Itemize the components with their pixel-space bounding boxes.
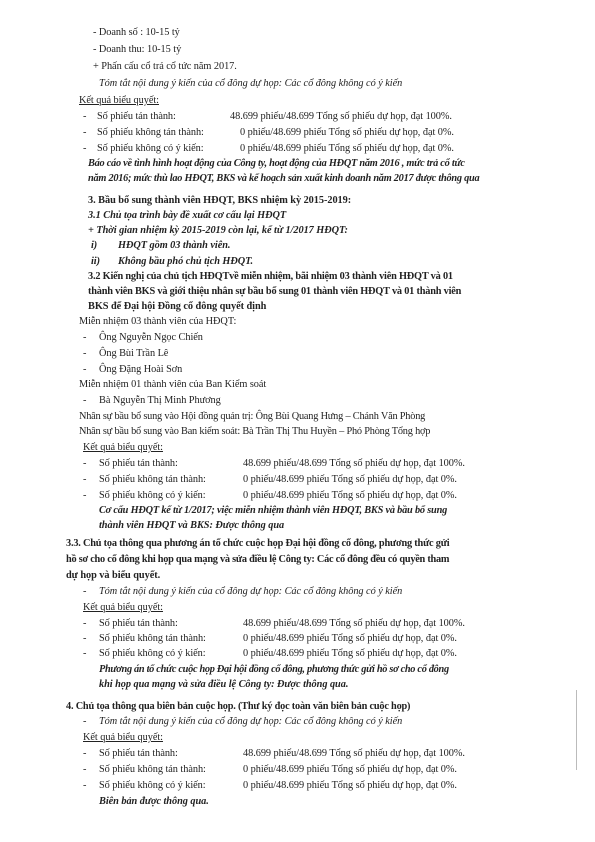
income-target-line: - Doanh thu: 10-15 tỷ xyxy=(93,44,182,55)
conclusion-line: Báo cáo về tình hình hoạt động của Công ty, hoạt động của HĐQT năm 2016 , mức trả cổ tức xyxy=(88,158,465,169)
vote-reject-value: 0 phiếu/48.699 phiếu Tổng số phiếu dự họp, đạt 0%. xyxy=(243,633,457,644)
item-number: ii) xyxy=(91,256,101,267)
opinion-summary: Tóm tắt nội dung ý kiến của cổ đông dự họp: Các cổ đông không có ý kiến xyxy=(99,78,403,89)
scan-edge-line xyxy=(576,690,577,770)
vote-reject-label: Số phiếu không tán thành: xyxy=(97,127,204,138)
vote-approve-value: 48.699 phiếu/48.699 Tổng số phiếu dự họp, đạt 100%. xyxy=(243,618,465,629)
vote-approve-value: 48.699 phiếu/48.699 Tổng số phiếu dự họp, đạt 100%. xyxy=(243,458,465,469)
dismissal-supervisory-heading: Miễn nhiệm 01 thành viên của Ban Kiểm soát xyxy=(79,379,267,390)
vote-abstain-label: Số phiếu không có ý kiến: xyxy=(99,780,206,791)
vote-abstain-value: 0 phiếu/48.699 phiếu Tổng số phiếu dự họp, đạt 0%. xyxy=(243,780,457,791)
bullet-dash: - xyxy=(83,395,87,406)
section-3-1-title: 3.1 Chủ tọa trình bày đề xuất cơ cấu lại HĐQT xyxy=(88,210,287,221)
bullet-dash: - xyxy=(83,586,87,597)
section-3-3-line: hồ sơ cho cổ đông khi họp qua mạng và sửa điều lệ Công ty: Các cổ đông đều có quyền tham xyxy=(66,554,450,565)
section-3-3-line: 3.3. Chủ tọa thông qua phương án tổ chức cuộc họp Đại hội đồng cổ đông, phương thức gửi xyxy=(66,538,450,549)
bullet-dash: - xyxy=(83,780,87,791)
vote-reject-label: Số phiếu không tán thành: xyxy=(99,474,206,485)
vote-reject-value: 0 phiếu/48.699 phiếu Tổng số phiếu dự họp, đạt 0%. xyxy=(240,127,454,138)
vote-abstain-value: 0 phiếu/48.699 phiếu Tổng số phiếu dự họp, đạt 0%. xyxy=(243,490,457,501)
conclusion-line: khi họp qua mạng và sửa điều lệ Công ty: Được thông qua. xyxy=(99,679,349,690)
vote-result-title: Kết quả biểu quyết: xyxy=(83,442,163,453)
person-name: Ông Đặng Hoài Sơn xyxy=(99,364,183,375)
nominee-board-line: Nhân sự bầu bổ sung vào Hội đồng quản trị: Ông Bùi Quang Hưng – Chánh Văn Phòng xyxy=(79,411,426,422)
conclusion-line: Phương án tổ chức cuộc họp Đại hội đồng cổ đông, phương thức gửi hồ sơ cho cổ đông xyxy=(99,664,449,675)
person-name: Ông Bùi Trần Lê xyxy=(99,348,169,359)
opinion-summary: Tóm tắt nội dung ý kiến của cổ đông dự họp: Các cổ đông không có ý kiến xyxy=(99,586,403,597)
vote-abstain-label: Số phiếu không có ý kiến: xyxy=(97,143,204,154)
bullet-dash: - xyxy=(83,716,87,727)
item-number: i) xyxy=(91,240,98,251)
section-3-2-line: thành viên BKS và giới thiệu nhân sự bầu bổ sung 01 thành viên HĐQT và 01 thành viên xyxy=(88,286,462,297)
bullet-dash: - xyxy=(83,633,87,644)
vote-approve-label: Số phiếu tán thành: xyxy=(99,458,178,469)
bullet-dash: - xyxy=(83,348,87,359)
bullet-dash: - xyxy=(83,748,87,759)
vote-reject-value: 0 phiếu/48.699 phiếu Tổng số phiếu dự họp, đạt 0%. xyxy=(243,764,457,775)
vote-approve-label: Số phiếu tán thành: xyxy=(99,618,178,629)
opinion-summary: Tóm tắt nội dung ý kiến của cổ đông dự họp: Các cổ đông không có ý kiến xyxy=(99,716,403,727)
vote-approve-label: Số phiếu tán thành: xyxy=(97,111,176,122)
section-3-2-line: BKS để Đại hội Đồng cổ đông quyết định xyxy=(88,301,267,312)
dividend-line: + Phấn cấu cổ trả cổ tức năm 2017. xyxy=(93,61,237,72)
section-3-3-line: dự họp và biểu quyết. xyxy=(66,570,161,581)
vote-abstain-label: Số phiếu không có ý kiến: xyxy=(99,490,206,501)
bullet-dash: - xyxy=(83,764,87,775)
term-line: + Thời gian nhiệm kỳ 2015-2019 còn lại, kể từ 1/2017 HĐQT: xyxy=(88,225,348,236)
no-vice-chair-item: Không bầu phó chủ tịch HĐQT. xyxy=(118,256,253,267)
person-name: Ông Nguyễn Ngọc Chiến xyxy=(99,332,203,343)
bullet-dash: - xyxy=(83,648,87,659)
nominee-supervisory-line: Nhân sự bầu bổ sung vào Ban kiểm soát: Bà Trần Thị Thu Huyền – Phó Phòng Tổng hợp xyxy=(79,426,431,437)
conclusion-line: thành viên HĐQT và BKS: Được thông qua xyxy=(99,520,285,531)
person-name: Bà Nguyễn Thị Minh Phương xyxy=(99,395,221,406)
revenue-target-line: - Doanh số : 10-15 tỷ xyxy=(93,27,180,38)
vote-reject-label: Số phiếu không tán thành: xyxy=(99,633,206,644)
bullet-dash: - xyxy=(83,474,87,485)
bullet-dash: - xyxy=(83,143,87,154)
section-3-2-line: 3.2 Kiến nghị của chủ tịch HĐQTvề miễn nhiệm, bãi nhiệm 03 thành viên HĐQT và 01 xyxy=(88,271,453,282)
vote-approve-value: 48.699 phiếu/48.699 Tổng số phiếu dự họp, đạt 100%. xyxy=(243,748,465,759)
vote-abstain-value: 0 phiếu/48.699 phiếu Tổng số phiếu dự họp, đạt 0%. xyxy=(240,143,454,154)
vote-result-title: Kết quả biểu quyết: xyxy=(83,602,163,613)
board-members-item: HĐQT gồm 03 thành viên. xyxy=(118,240,231,251)
vote-reject-value: 0 phiếu/48.699 phiếu Tổng số phiếu dự họp, đạt 0%. xyxy=(243,474,457,485)
vote-abstain-label: Số phiếu không có ý kiến: xyxy=(99,648,206,659)
section-4-title: 4. Chủ tọa thông qua biên bản cuộc họp. (Thư ký đọc toàn văn biên bản cuộc họp) xyxy=(66,701,411,712)
bullet-dash: - xyxy=(83,364,87,375)
section-3-title: 3. Bầu bổ sung thành viên HĐQT, BKS nhiệm kỳ 2015-2019: xyxy=(88,195,352,206)
bullet-dash: - xyxy=(83,490,87,501)
vote-approve-label: Số phiếu tán thành: xyxy=(99,748,178,759)
bullet-dash: - xyxy=(83,618,87,629)
conclusion-line: Biên bản được thông qua. xyxy=(99,796,209,807)
bullet-dash: - xyxy=(83,127,87,138)
bullet-dash: - xyxy=(83,332,87,343)
bullet-dash: - xyxy=(83,111,87,122)
vote-approve-value: 48.699 phiếu/48.699 Tổng số phiếu dự họp, đạt 100%. xyxy=(230,111,452,122)
vote-abstain-value: 0 phiếu/48.699 phiếu Tổng số phiếu dự họp, đạt 0%. xyxy=(243,648,457,659)
conclusion-line: năm 2016; mức thù lao HĐQT, BKS và kế hoạch sản xuất kinh doanh năm 2017 được thông qua xyxy=(88,173,480,184)
conclusion-line: Cơ cấu HĐQT kể từ 1/2017; việc miễn nhiệm thành viên HĐQT, BKS và bầu bổ sung xyxy=(99,505,448,516)
vote-reject-label: Số phiếu không tán thành: xyxy=(99,764,206,775)
vote-result-title: Kết quả biểu quyết: xyxy=(83,732,163,743)
vote-result-title: Kết quả biểu quyết: xyxy=(79,95,159,106)
bullet-dash: - xyxy=(83,458,87,469)
dismissal-board-heading: Miễn nhiệm 03 thành viên của HĐQT: xyxy=(79,316,237,327)
